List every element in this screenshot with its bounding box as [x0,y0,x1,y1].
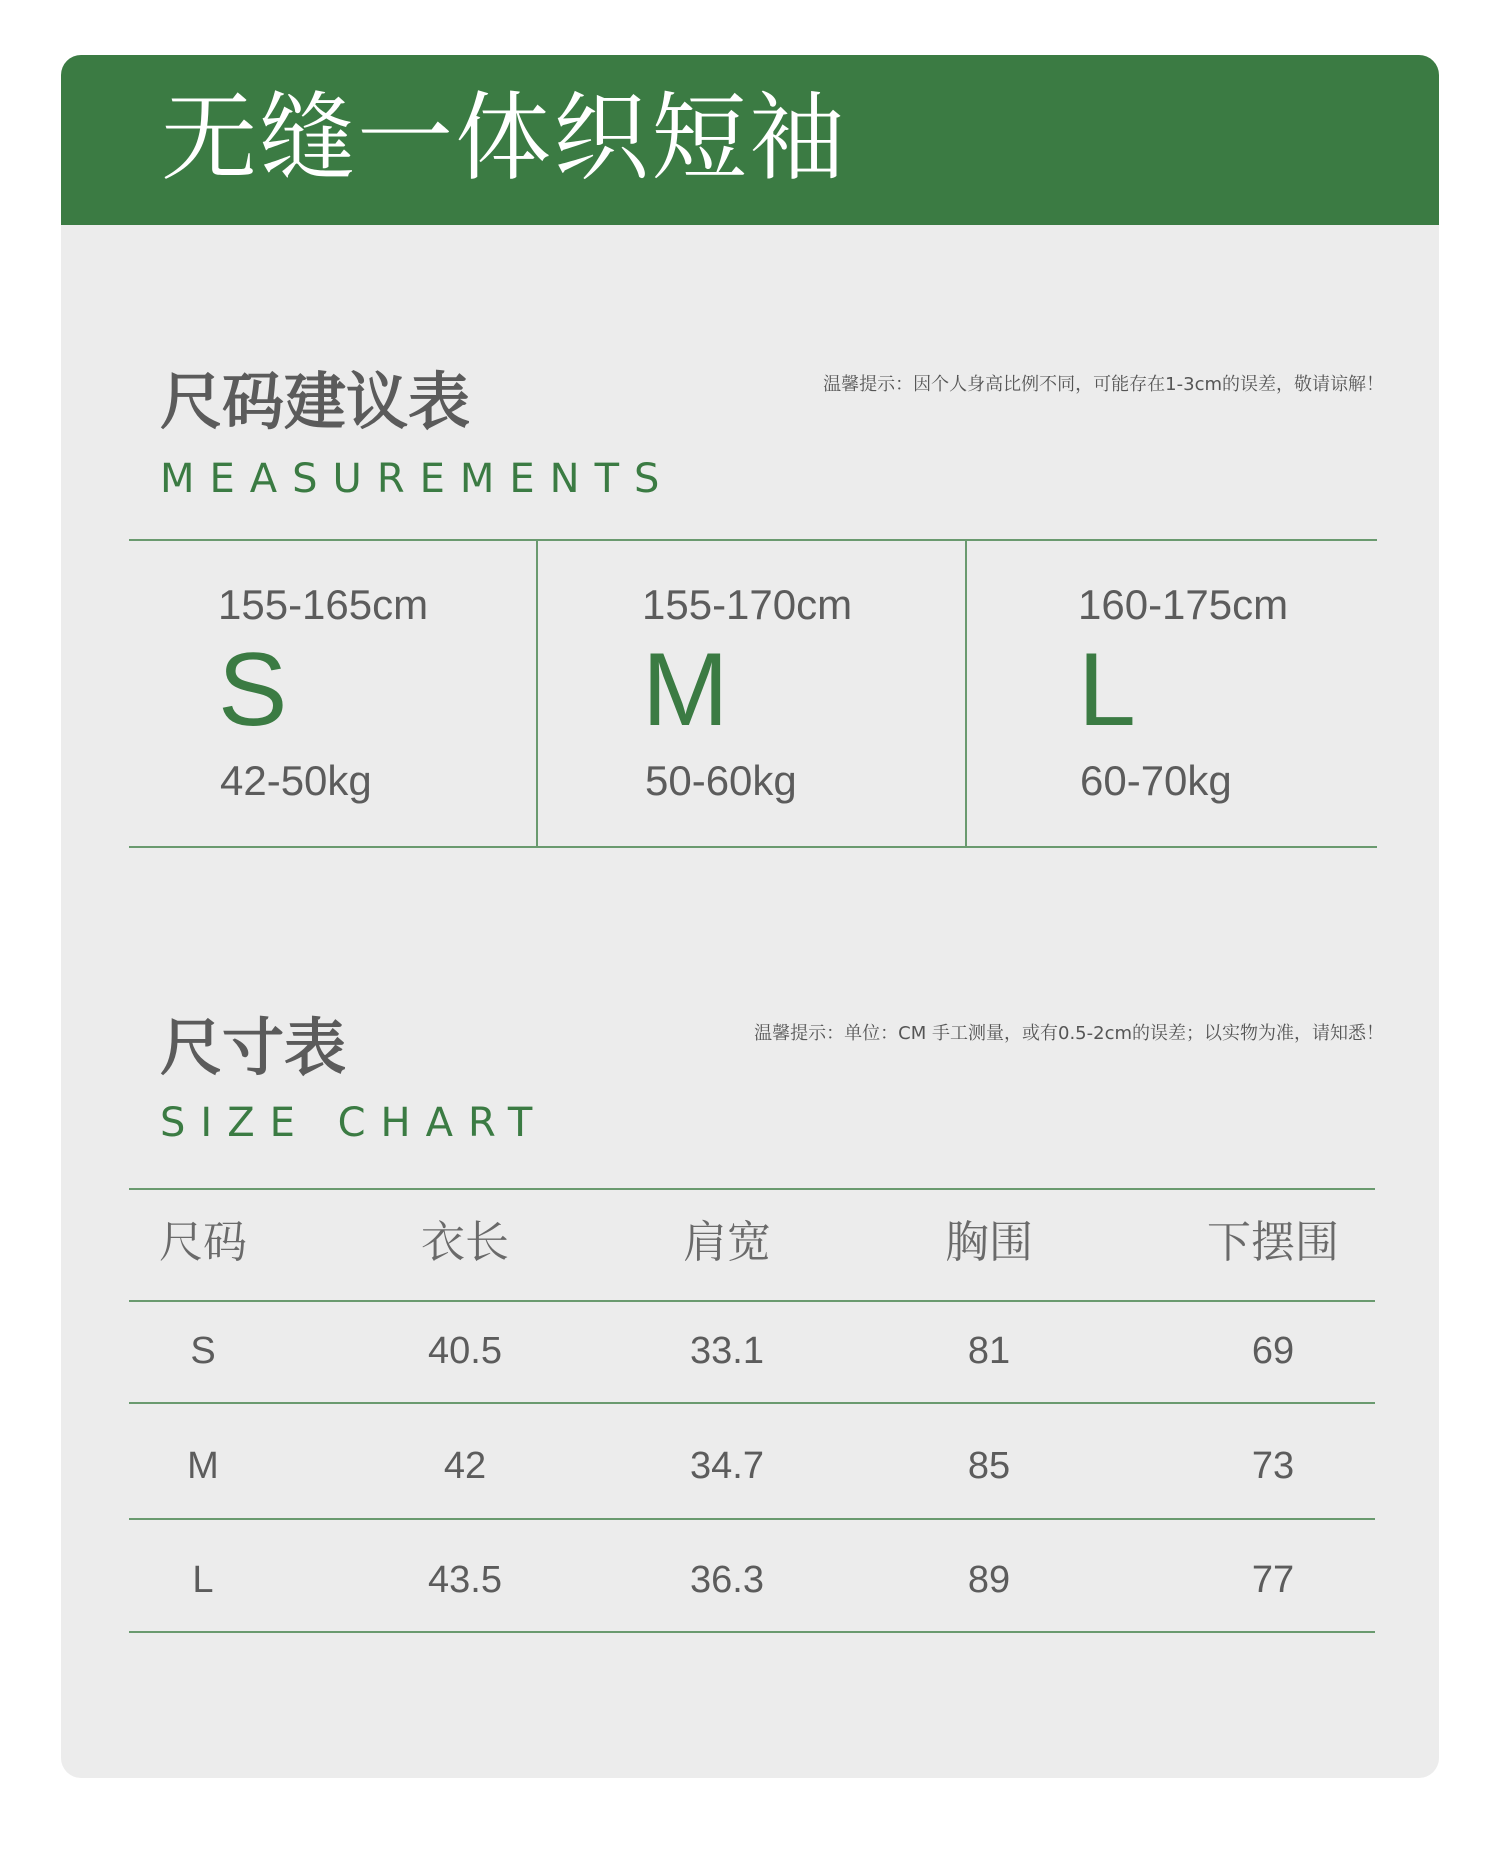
table-row-s-shoulder: 33.1 [690,1330,764,1372]
table-row-l-length: 43.5 [428,1559,502,1601]
measurements-note: 温馨提示：因个人身高比例不同，可能存在1-3cm的误差，敬请谅解！ [823,374,1384,395]
size-s-weight-range: 42-50kg [220,757,372,804]
size-table-bottom-border [129,1631,1375,1633]
table-row-l-size: L [192,1559,214,1601]
measurements-subtitle: MEASUREMENTS [160,456,675,502]
recommendation-divider-1 [536,541,538,846]
size-l-height-range: 160-175cm [1078,581,1289,628]
table-row-divider [129,1518,1375,1520]
size-s-height-range: 155-165cm [218,581,429,628]
table-row-m-shoulder: 34.7 [690,1445,764,1487]
title-banner [61,55,1439,225]
table-row-s-length: 40.5 [428,1330,502,1372]
table-row-m-chest: 85 [967,1445,1011,1487]
size-chart-subtitle: SIZE CHART [160,1100,548,1146]
size-chart-note: 温馨提示：单位：CM 手工测量，或有0.5-2cm的误差；以实物为准，请知悉！ [754,1023,1384,1044]
table-row-s-size: S [190,1330,216,1372]
size-s-label: S [218,632,288,748]
product-title: 无缝一体织短袖 [161,82,847,194]
table-row-m-length: 42 [443,1445,487,1487]
size-l-label: L [1078,632,1136,748]
size-m-weight-range: 50-60kg [645,757,797,804]
size-table-top-border [129,1188,1375,1190]
recommendation-bottom-border [129,846,1377,848]
table-row-m-size: M [187,1445,219,1487]
table-header-length: 衣长 [421,1217,509,1268]
size-guide-card [61,55,1439,1778]
table-row-l-hem: 77 [1251,1559,1295,1601]
size-m-label: M [642,632,729,748]
size-l-weight-range: 60-70kg [1080,757,1232,804]
table-row-l-shoulder: 36.3 [690,1559,764,1601]
table-header-chest: 胸围 [945,1217,1033,1268]
table-row-divider [129,1402,1375,1404]
size-chart-title: 尺寸表 [160,1011,347,1084]
size-m-height-range: 155-170cm [642,581,853,628]
table-row-m-hem: 73 [1251,1445,1295,1487]
table-row-l-chest: 89 [967,1559,1011,1601]
table-header-divider [129,1300,1375,1302]
table-row-s-chest: 81 [967,1330,1011,1372]
table-header-size: 尺码 [159,1217,247,1268]
table-header-shoulder: 肩宽 [683,1217,771,1268]
table-header-hem: 下摆围 [1207,1217,1339,1268]
measurements-title: 尺码建议表 [160,365,471,438]
recommendation-top-border [129,539,1377,541]
recommendation-divider-2 [965,541,967,846]
table-row-s-hem: 69 [1251,1330,1295,1372]
